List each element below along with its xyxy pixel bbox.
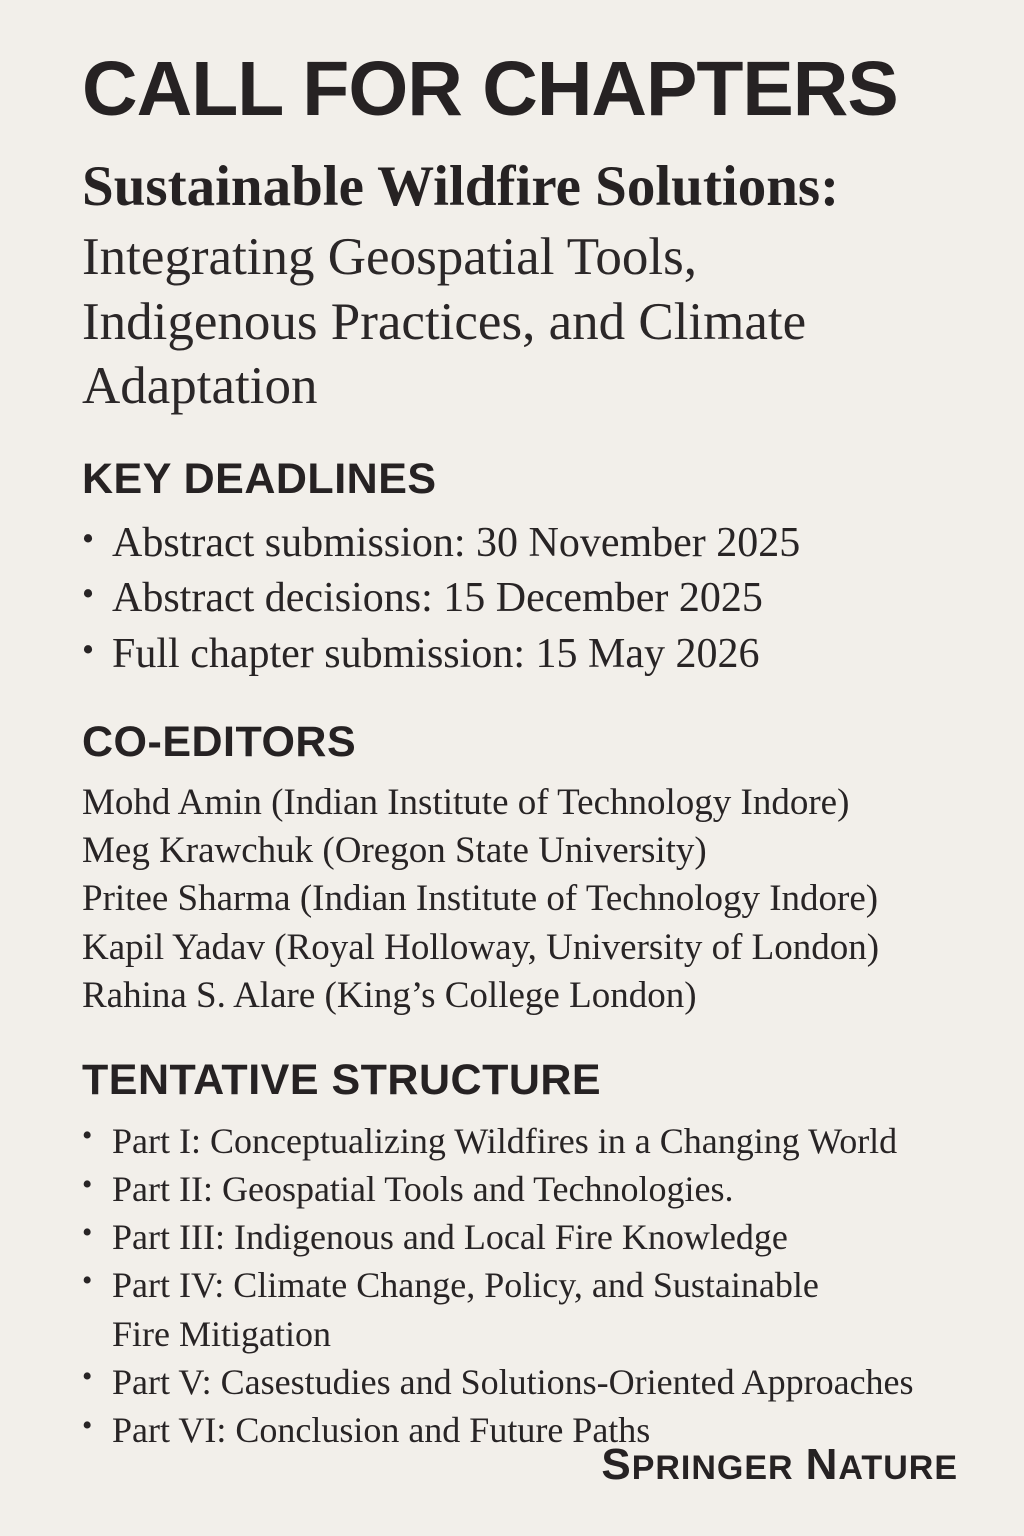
logo-letter: S — [601, 1440, 632, 1489]
book-title: Sustainable Wildfire Solutions: — [82, 155, 840, 219]
poster-title: CALL FOR CHAPTERS — [82, 46, 898, 132]
structure-text: Part IV: Climate Change, Policy, and Sustainable — [112, 1265, 819, 1306]
bullet-icon: • — [82, 575, 95, 614]
structure-item — [82, 1117, 958, 1165]
editor-item: Mohd Amin (Indian Institute of Technology Indore) — [82, 782, 850, 824]
deadline-item — [82, 571, 958, 626]
book-subtitle-line: Adaptation — [82, 357, 318, 416]
deadline-item — [82, 516, 958, 571]
structure-text: Part II: Geospatial Tools and Technologies. — [112, 1168, 734, 1209]
bullet-icon: • — [82, 1361, 93, 1394]
co-editors-heading: CO-EDITORS — [82, 718, 357, 767]
deadline-item — [82, 627, 958, 682]
bullet-icon: • — [82, 1216, 93, 1249]
tentative-structure-list — [82, 1117, 958, 1455]
key-deadlines-heading: KEY DEADLINES — [82, 454, 437, 503]
logo-letter: N — [805, 1440, 839, 1489]
structure-item — [82, 1165, 958, 1213]
structure-item — [82, 1358, 958, 1406]
bullet-icon: • — [82, 1168, 93, 1201]
bullet-icon: • — [82, 519, 95, 558]
structure-text: Part III: Indigenous and Local Fire Knowledge — [112, 1217, 788, 1258]
logo-letters: PRINGER — [631, 1449, 794, 1487]
book-subtitle-line: Integrating Geospatial Tools, — [82, 227, 697, 286]
structure-text: Part VI: Conclusion and Future Paths — [112, 1410, 651, 1451]
structure-item — [82, 1213, 958, 1261]
deadline-text: Full chapter submission: 15 May 2026 — [112, 630, 760, 677]
structure-text: Part V: Casestudies and Solutions-Oriented Approaches — [112, 1361, 914, 1402]
logo-letters: ATURE — [838, 1449, 958, 1487]
bullet-icon: • — [82, 1120, 93, 1153]
structure-item — [82, 1261, 958, 1357]
bullet-icon: • — [82, 630, 95, 669]
deadline-text: Abstract decisions: 15 December 2025 — [112, 575, 763, 622]
editor-item: Rahina S. Alare (King’s College London) — [82, 974, 697, 1016]
co-editors-list — [82, 779, 958, 1019]
section-tentative-structure — [82, 1056, 958, 1455]
section-key-deadlines — [82, 455, 958, 682]
footer — [601, 1440, 958, 1490]
deadline-text: Abstract submission: 30 November 2025 — [112, 519, 801, 566]
springer-nature-logo — [601, 1440, 958, 1490]
book-title-block — [82, 155, 958, 419]
structure-text-continuation: Fire Mitigation — [112, 1313, 331, 1354]
book-subtitle-line: Indigenous Practices, and Climate — [82, 292, 807, 351]
bullet-icon: • — [82, 1409, 93, 1442]
key-deadlines-list — [82, 516, 958, 682]
editor-item: Meg Krawchuk (Oregon State University) — [82, 830, 707, 872]
bullet-icon: • — [82, 1265, 93, 1298]
section-co-editors — [82, 718, 958, 1019]
structure-text: Part I: Conceptualizing Wildfires in a Changing World — [112, 1120, 898, 1161]
editor-item: Pritee Sharma (Indian Institute of Technology Indore) — [82, 878, 879, 920]
editor-item: Kapil Yadav (Royal Holloway, University of London) — [82, 926, 880, 968]
tentative-structure-heading: TENTATIVE STRUCTURE — [82, 1055, 602, 1104]
